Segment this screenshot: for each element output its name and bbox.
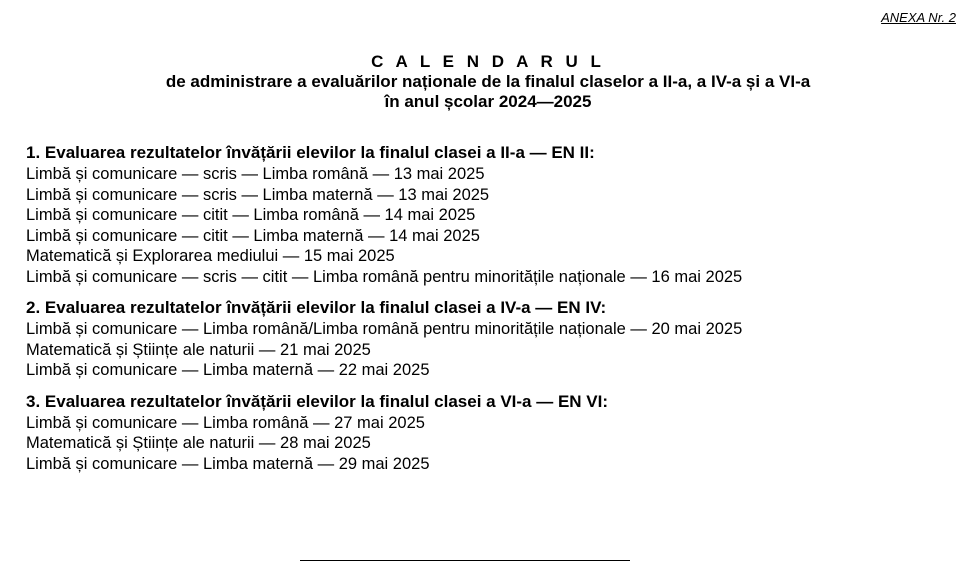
document-header [0,52,976,112]
exam-item: Limbă și comunicare — citit — Limba maternă — 14 mai 2025 [26,226,480,245]
exam-item: Limbă și comunicare — Limba maternă — 29 mai 2025 [26,454,430,473]
exam-item: Limbă și comunicare — scris — Limba maternă — 13 mai 2025 [26,185,490,204]
exam-item: Limbă și comunicare — citit — Limba română — 14 mai 2025 [26,206,476,224]
exam-item: Limbă și comunicare — Limba română — 27 mai 2025 [26,413,425,432]
section-en-ii [26,142,966,287]
section-heading: 3. Evaluarea rezultatelor învățării elevilor la finalul clasei a VI-a — EN VI: [26,391,609,411]
exam-item: Limbă și comunicare — scris — citit — Limba română pentru minoritățile naționale — 16 mai 2025 [26,267,743,286]
section-en-vi [26,391,966,475]
exam-item: Limbă și comunicare — scris — Limba română — 13 mai 2025 [26,165,485,183]
section-heading: 1. Evaluarea rezultatelor învățării elevilor la finalul clasei a II-a — EN II: [26,143,595,162]
calendar-content [26,142,966,484]
exam-item: Matematică și Explorarea mediului — 15 mai 2025 [26,247,395,265]
document-title: C A L E N D A R U L [371,52,605,71]
document-subtitle-line-1: de administrare a evaluărilor naționale de la finalul claselor a II-a, a IV-a și a VI-a [165,72,811,91]
section-heading: 2. Evaluarea rezultatelor învățării elevilor la finalul clasei a IV-a — EN IV: [26,298,607,317]
exam-item: Limbă și comunicare — Limba română/Limba română pentru minoritățile naționale — 20 mai 2025 [26,320,743,338]
exam-item: Matematică și Științe ale naturii — 28 mai 2025 [26,434,371,452]
annex-label: ANEXA Nr. 2 [881,10,956,25]
section-en-iv [26,297,966,381]
exam-item: Matematică și Științe ale naturii — 21 mai 2025 [26,340,371,359]
closing-divider-line [300,560,630,561]
document-subtitle-line-2: în anul școlar 2024—2025 [384,92,592,111]
exam-item: Limbă și comunicare — Limba maternă — 22 mai 2025 [26,361,430,379]
